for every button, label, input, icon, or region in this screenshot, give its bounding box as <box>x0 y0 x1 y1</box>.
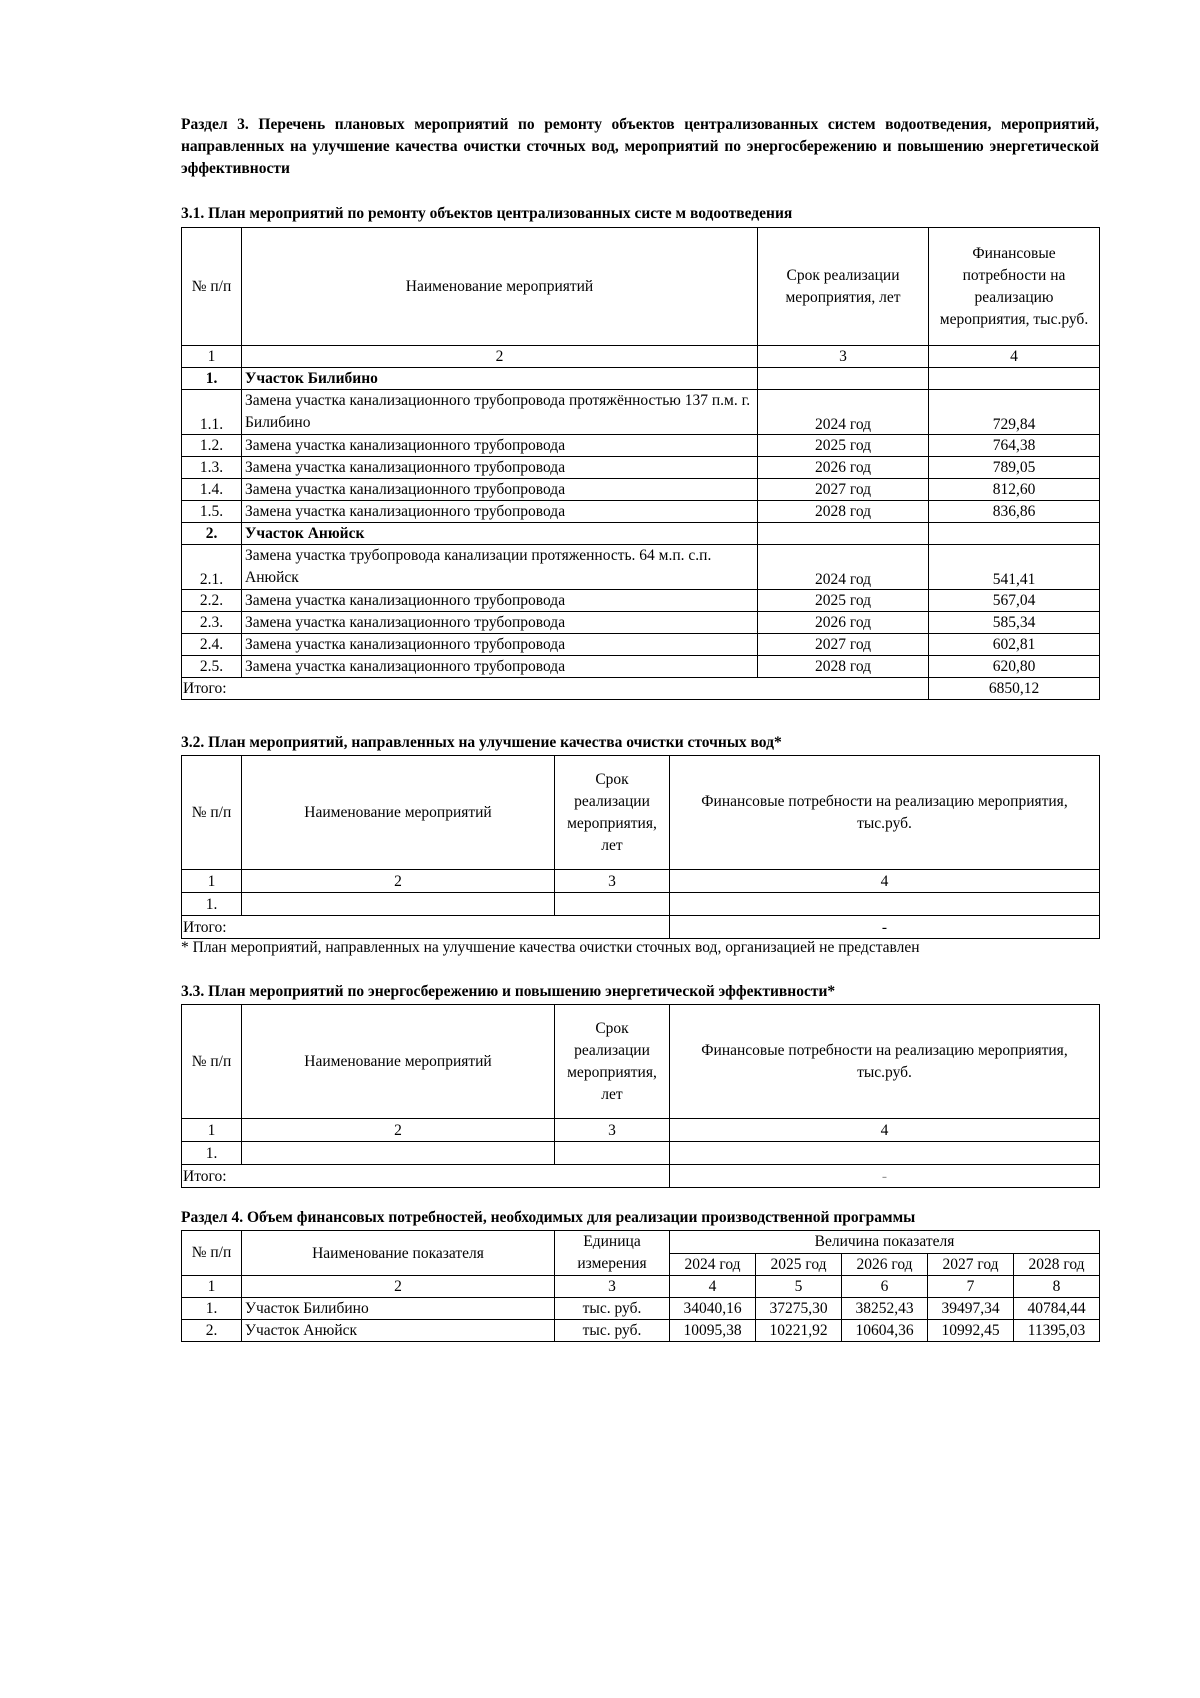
colnum: 1 <box>182 870 242 893</box>
colnum: 3 <box>555 1276 670 1298</box>
table-row <box>182 656 1100 678</box>
row-value: 11395,03 <box>1014 1320 1100 1342</box>
table-row <box>182 893 1100 916</box>
row-name: Замена участка канализационного трубопровода <box>242 501 758 523</box>
row-value: 10992,45 <box>928 1320 1014 1342</box>
row-value: 40784,44 <box>1014 1298 1100 1320</box>
colnum: 3 <box>758 346 929 368</box>
colnum: 3 <box>555 1119 670 1142</box>
table-section-4 <box>181 1230 1100 1342</box>
row-value: 34040,16 <box>670 1298 756 1320</box>
row-value: 37275,30 <box>756 1298 842 1320</box>
row-num: 1.1. <box>182 390 242 435</box>
colnum: 1 <box>182 346 242 368</box>
empty-cell <box>670 893 1100 916</box>
table-row <box>182 1320 1100 1342</box>
row-num: 1.3. <box>182 457 242 479</box>
row-unit: тыс. руб. <box>555 1320 670 1342</box>
empty-cell <box>242 1142 555 1165</box>
row-name: Участок Анюйск <box>242 1320 555 1342</box>
empty-cell <box>758 368 929 390</box>
row-name: Замена участка канализационного трубопровода <box>242 590 758 612</box>
group-name: Участок Билибино <box>242 368 758 390</box>
row-term: 2028 год <box>758 501 929 523</box>
colnum: 8 <box>1014 1276 1100 1298</box>
header-year: 2028 год <box>1014 1253 1100 1276</box>
colnum: 4 <box>670 1119 1100 1142</box>
group-name: Участок Анюйск <box>242 523 758 545</box>
empty-cell <box>555 893 670 916</box>
colnum: 3 <box>555 870 670 893</box>
total-label: Итого: <box>182 916 670 939</box>
total-label: Итого: <box>182 678 929 700</box>
header-cost: Финансовые потребности на реализацию мероприятия, тыс.руб. <box>929 228 1100 346</box>
header-year: 2024 год <box>670 1253 756 1276</box>
row-num: 2.1. <box>182 545 242 590</box>
row-name: Замена участка канализационного трубопровода <box>242 479 758 501</box>
row-term: 2026 год <box>758 457 929 479</box>
row-cost: 812,60 <box>929 479 1100 501</box>
total-value: 6850,12 <box>929 678 1100 700</box>
header-cost: Финансовые потребности на реализацию мероприятия, тыс.руб. <box>670 1005 1100 1119</box>
row-term: 2027 год <box>758 479 929 501</box>
row-num: 2.3. <box>182 612 242 634</box>
table-row <box>182 479 1100 501</box>
row-num: 1.4. <box>182 479 242 501</box>
header-value: Величина показателя <box>670 1231 1100 1254</box>
row-name: Замена участка канализационного трубопровода <box>242 612 758 634</box>
column-number-row <box>182 346 1100 368</box>
colnum: 1 <box>182 1119 242 1142</box>
row-num: 2.2. <box>182 590 242 612</box>
column-number-row <box>182 870 1100 893</box>
row-name: Замена участка трубопровода канализации протяженность. 64 м.п. с.п. Анюйск <box>242 545 758 590</box>
row-num: 1. <box>182 1298 242 1320</box>
colnum: 2 <box>242 870 555 893</box>
row-term: 2025 год <box>758 435 929 457</box>
table-header-row <box>182 1005 1100 1119</box>
table-row <box>182 612 1100 634</box>
header-year: 2027 год <box>928 1253 1014 1276</box>
header-term: Срок реализации мероприятия, лет <box>758 228 929 346</box>
header-name: Наименование мероприятий <box>242 756 555 870</box>
header-num: № п/п <box>182 756 242 870</box>
row-name: Замена участка канализационного трубопровода <box>242 634 758 656</box>
row-name: Замена участка канализационного трубопровода <box>242 435 758 457</box>
table-header-row <box>182 756 1100 870</box>
table33-title: 3.3. План мероприятий по энергосбережению и повышению энергетической эффективности* <box>181 983 836 1000</box>
empty-cell <box>555 1142 670 1165</box>
colnum: 1 <box>182 1276 242 1298</box>
row-term: 2024 год <box>758 545 929 590</box>
row-cost: 836,86 <box>929 501 1100 523</box>
group-row <box>182 368 1100 390</box>
section3-title: Раздел 3. Перечень плановых мероприятий по ремонту объектов централизованных систем водоотведения, мероприятий, направленных на улучшение качества очистки сточных вод, мероприятий по энергосбережению и повышению энергетической эффективности <box>181 116 1099 177</box>
colnum: 6 <box>842 1276 928 1298</box>
header-unit: Единица измерения <box>555 1231 670 1276</box>
table-3-1 <box>181 227 1100 700</box>
header-cost: Финансовые потребности на реализацию мероприятия, тыс.руб. <box>670 756 1100 870</box>
total-value: - <box>670 1165 1100 1188</box>
header-term: Срок реализации мероприятия, лет <box>555 1005 670 1119</box>
row-cost: 620,80 <box>929 656 1100 678</box>
header-name: Наименование показателя <box>242 1231 555 1276</box>
header-num: № п/п <box>182 1005 242 1119</box>
row-unit: тыс. руб. <box>555 1298 670 1320</box>
table-header-row <box>182 1231 1100 1254</box>
row-value: 10095,38 <box>670 1320 756 1342</box>
table-row <box>182 1298 1100 1320</box>
row-cost: 729,84 <box>929 390 1100 435</box>
table-row <box>182 590 1100 612</box>
column-number-row <box>182 1276 1100 1298</box>
header-term: Срок реализации мероприятия, лет <box>555 756 670 870</box>
table-row <box>182 457 1100 479</box>
row-value: 39497,34 <box>928 1298 1014 1320</box>
table-header-row <box>182 228 1100 346</box>
row-num: 1.5. <box>182 501 242 523</box>
table31-title: 3.1. План мероприятий по ремонту объектов централизованных систе м водоотведения <box>181 205 793 222</box>
section4-title: Раздел 4. Объем финансовых потребностей, необходимых для реализации производственной программы <box>181 1209 916 1226</box>
group-num: 2. <box>182 523 242 545</box>
table-row <box>182 501 1100 523</box>
colnum: 4 <box>929 346 1100 368</box>
row-cost: 585,34 <box>929 612 1100 634</box>
table-row <box>182 1142 1100 1165</box>
row-num: 2.4. <box>182 634 242 656</box>
row-value: 10221,92 <box>756 1320 842 1342</box>
row-num: 1.2. <box>182 435 242 457</box>
header-num: № п/п <box>182 228 242 346</box>
column-number-row <box>182 1119 1100 1142</box>
row-name: Замена участка канализационного трубопровода протяжённостью 137 п.м. г. Билибино <box>242 390 758 435</box>
row-num: 2. <box>182 1320 242 1342</box>
table-3-2 <box>181 755 1100 939</box>
colnum: 2 <box>242 1119 555 1142</box>
row-cost: 602,81 <box>929 634 1100 656</box>
empty-cell <box>758 523 929 545</box>
colnum: 2 <box>242 346 758 368</box>
table-row <box>182 435 1100 457</box>
row-cost: 789,05 <box>929 457 1100 479</box>
colnum: 4 <box>670 870 1100 893</box>
row-term: 2024 год <box>758 390 929 435</box>
colnum: 5 <box>756 1276 842 1298</box>
table-row <box>182 390 1100 435</box>
total-row <box>182 1165 1100 1188</box>
group-row <box>182 523 1100 545</box>
row-term: 2028 год <box>758 656 929 678</box>
total-value: - <box>670 916 1100 939</box>
table32-title: 3.2. План мероприятий, направленных на улучшение качества очистки сточных вод* <box>181 734 782 751</box>
table32-footnote: * План мероприятий, направленных на улучшение качества очистки сточных вод, организацией не представлен <box>181 939 920 956</box>
row-term: 2027 год <box>758 634 929 656</box>
row-term: 2026 год <box>758 612 929 634</box>
row-num: 1. <box>182 1142 242 1165</box>
row-term: 2025 год <box>758 590 929 612</box>
row-num: 1. <box>182 893 242 916</box>
colnum: 2 <box>242 1276 555 1298</box>
total-row <box>182 678 1100 700</box>
total-label: Итого: <box>182 1165 670 1188</box>
group-num: 1. <box>182 368 242 390</box>
header-name: Наименование мероприятий <box>242 228 758 346</box>
header-year: 2026 год <box>842 1253 928 1276</box>
row-value: 10604,36 <box>842 1320 928 1342</box>
header-name: Наименование мероприятий <box>242 1005 555 1119</box>
row-value: 38252,43 <box>842 1298 928 1320</box>
row-name: Замена участка канализационного трубопровода <box>242 457 758 479</box>
row-cost: 567,04 <box>929 590 1100 612</box>
table-row <box>182 634 1100 656</box>
row-cost: 541,41 <box>929 545 1100 590</box>
row-name: Участок Билибино <box>242 1298 555 1320</box>
header-year: 2025 год <box>756 1253 842 1276</box>
empty-cell <box>670 1142 1100 1165</box>
table-3-3 <box>181 1004 1100 1188</box>
total-row <box>182 916 1100 939</box>
colnum: 7 <box>928 1276 1014 1298</box>
header-num: № п/п <box>182 1231 242 1276</box>
empty-cell <box>929 523 1100 545</box>
colnum: 4 <box>670 1276 756 1298</box>
row-name: Замена участка канализационного трубопровода <box>242 656 758 678</box>
row-cost: 764,38 <box>929 435 1100 457</box>
table-row <box>182 545 1100 590</box>
row-num: 2.5. <box>182 656 242 678</box>
empty-cell <box>929 368 1100 390</box>
empty-cell <box>242 893 555 916</box>
